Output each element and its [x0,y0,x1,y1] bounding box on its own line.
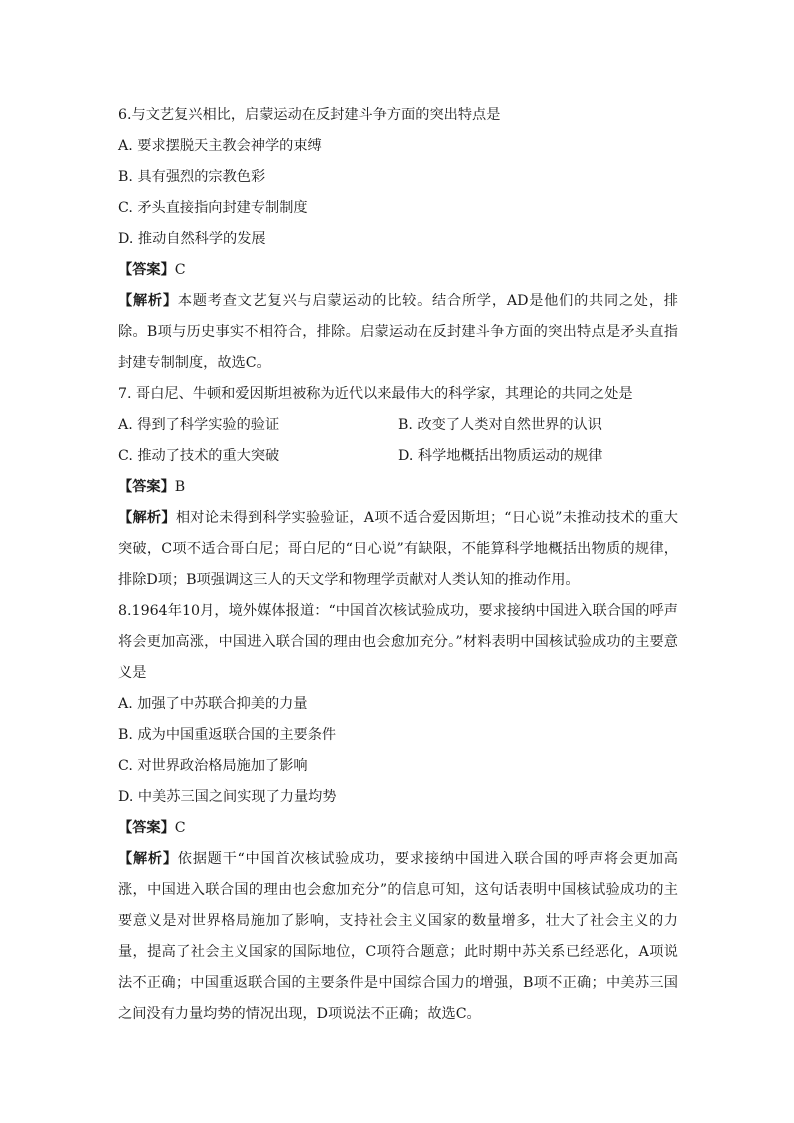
question-7-option-a: A. 得到了科学实验的验证 [118,417,280,433]
analysis-label: 【解析】 [118,293,178,309]
answer-label: 【答案】 [118,262,175,278]
question-8-option-c: C. 对世界政治格局施加了影响 [118,758,308,774]
question-8-answer [118,813,678,844]
question-7-option-d: D. 科学地概括出物质运动的规律 [398,448,603,464]
question-7-option-b: B. 改变了人类对自然世界的认识 [398,417,602,433]
question-7-options-row-2 [118,441,678,472]
question-7-answer [118,472,678,503]
answer-value: C [174,820,186,836]
question-7-options-row-1 [118,410,678,441]
answer-label: 【答案】 [118,479,175,495]
analysis-text: 本题考查文艺复兴与启蒙运动的比较。结合所学，AD是他们的共同之处，排除。B项与历史事实不相符合，排除。启蒙运动在反封建斗争方面的突出特点是矛头直指封建专制制度，故选C。 [118,293,678,371]
question-6-answer [118,255,678,286]
question-7-analysis [118,503,678,596]
question-6-option-d: D. 推动自然科学的发展 [118,231,266,247]
question-6-option-c: C. 矛头直接指向封建专制制度 [118,200,308,216]
question-8-option-d: D. 中美苏三国之间实现了力量均势 [118,789,337,805]
analysis-text: 依据题干“中国首次核试验成功，要求接纳中国进入联合国的呼声将会更加高涨，中国进入联合国的理由也会愈加充分”的信息可知，这句话表明中国核试验成功的主要意义是对世界格局施加了影响，支持社会主义国家的数量增多，壮大了社会主义的力量，提高了社会主义国家的国际地位，C项符合题意；此时期中苏关系已经恶化，A项说法不正确；中国重返联合国的主要条件是中国综合国力的增强，B项不正确；中美苏三国之间没有力量均势的情况出现，D项说法不正确；故选C。 [118,851,678,1022]
question-6-option-a: A. 要求摆脱天主教会神学的束缚 [118,138,322,154]
question-8-stem: 8.1964年10月，境外媒体报道：“中国首次核试验成功，要求接纳中国进入联合国的呼声将会更加高涨，中国进入联合国的理由也会愈加充分。”材料表明中国核试验成功的主要意义是 [118,603,678,681]
question-8-option-b: B. 成为中国重返联合国的主要条件 [118,727,337,743]
answer-label: 【答案】 [118,820,175,836]
question-8-analysis [118,844,678,1030]
analysis-text: 相对论未得到科学实验验证，A项不适合爱因斯坦；“日心说”未推动技术的重大突破，C项不适合哥白尼；哥白尼的“日心说”有缺限，不能算科学地概括出物质的规律，排除D项；B项强调这三人的天文学和物理学贡献对人类认知的推动作用。 [118,510,678,588]
answer-value: B [174,479,186,495]
answer-value: C [174,262,186,278]
analysis-label: 【解析】 [118,851,178,867]
question-6-option-b: B. 具有强烈的宗教色彩 [118,169,266,185]
document-body [118,100,678,1030]
question-8-option-a: A. 加强了中苏联合抑美的力量 [118,696,308,712]
question-6-analysis [118,286,678,379]
question-6-stem: 6.与文艺复兴相比，启蒙运动在反封建斗争方面的突出特点是 [118,107,501,123]
question-7-option-c: C. 推动了技术的重大突破 [118,448,280,464]
analysis-label: 【解析】 [118,510,176,526]
question-7-stem: 7. 哥白尼、牛顿和爱因斯坦被称为近代以来最伟大的科学家，其理论的共同之处是 [118,386,633,402]
